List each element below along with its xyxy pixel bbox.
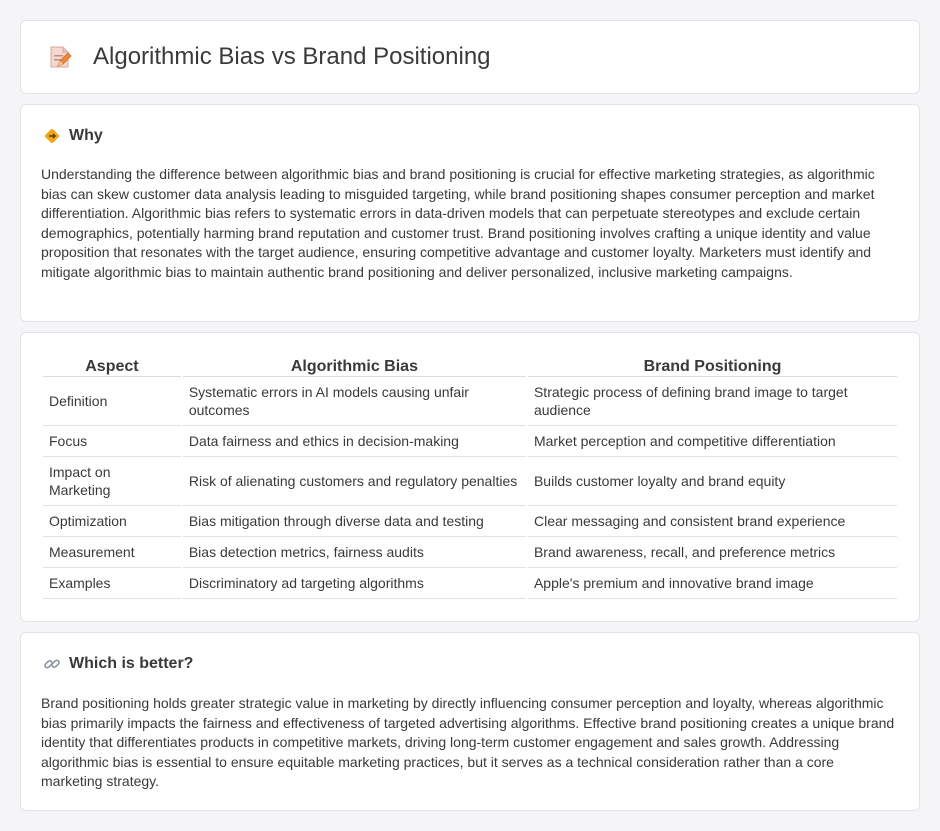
table-row bbox=[43, 377, 897, 426]
which-is-better-section bbox=[20, 632, 920, 811]
table-row bbox=[43, 537, 897, 568]
header-algorithmic-bias: Algorithmic Bias bbox=[183, 353, 526, 377]
row-aspect: Examples bbox=[43, 568, 181, 599]
table-row bbox=[43, 568, 897, 599]
row-algorithmic-bias: Systematic errors in AI models causing unfair outcomes bbox=[183, 377, 526, 426]
table-header-row bbox=[43, 353, 897, 377]
table-row bbox=[43, 457, 897, 506]
header-brand-positioning: Brand Positioning bbox=[528, 353, 897, 377]
title-card bbox=[20, 20, 920, 94]
page-title: Algorithmic Bias vs Brand Positioning bbox=[93, 43, 491, 70]
why-heading bbox=[43, 127, 103, 145]
table-row bbox=[43, 426, 897, 457]
row-aspect: Definition bbox=[43, 377, 181, 426]
table-row bbox=[43, 506, 897, 537]
row-brand-positioning: Apple's premium and innovative brand image bbox=[528, 568, 897, 599]
row-algorithmic-bias: Bias detection metrics, fairness audits bbox=[183, 537, 526, 568]
diamond-sign-icon bbox=[43, 127, 61, 145]
row-algorithmic-bias: Bias mitigation through diverse data and testing bbox=[183, 506, 526, 537]
better-title: Which is better? bbox=[69, 655, 194, 672]
row-algorithmic-bias: Discriminatory ad targeting algorithms bbox=[183, 568, 526, 599]
link-icon bbox=[43, 655, 61, 673]
row-aspect: Measurement bbox=[43, 537, 181, 568]
row-aspect: Optimization bbox=[43, 506, 181, 537]
header-aspect: Aspect bbox=[43, 353, 181, 377]
row-algorithmic-bias: Risk of alienating customers and regulatory penalties bbox=[183, 457, 526, 506]
why-text: Understanding the difference between algorithmic bias and brand positioning is crucial for effective marketing strategies, as algorithmic bias can skew customer data analysis leading to misguided targeting, while brand positioning shapes consumer perception and market differentiation. Algorithmic bias refers to systematic errors in data-driven models that can perpetuate stereotypes and exclude certain demographics, potentially harming brand reputation and customer trust. Brand positioning involves crafting a unique identity and value proposition that resonates with the target audience, ensuring competitive advantage and customer loyalty. Marketers must identify and mitigate algorithmic bias to maintain authentic brand positioning and deliver personalized, inclusive marketing campaigns. bbox=[41, 166, 875, 280]
better-text: Brand positioning holds greater strategic value in marketing by directly influencing consumer perception and loyalty, whereas algorithmic bias primarily impacts the fairness and effectiveness of targeted advertising algorithms. Effective brand positioning creates a unique brand identity that differentiates products in competitive markets, driving long-term customer engagement and sales growth. Addressing algorithmic bias is essential to ensure equitable marketing practices, but it serves as a technical consideration rather than a core marketing strategy. bbox=[41, 695, 895, 790]
title-row bbox=[21, 21, 919, 93]
row-brand-positioning: Brand awareness, recall, and preference metrics bbox=[528, 537, 897, 568]
document-pencil-icon bbox=[47, 44, 73, 70]
row-brand-positioning: Strategic process of defining brand image to target audience bbox=[528, 377, 897, 426]
row-brand-positioning: Clear messaging and consistent brand experience bbox=[528, 506, 897, 537]
better-heading bbox=[43, 655, 193, 673]
why-section bbox=[20, 104, 920, 322]
row-brand-positioning: Builds customer loyalty and brand equity bbox=[528, 457, 897, 506]
row-aspect: Focus bbox=[43, 426, 181, 457]
why-title: Why bbox=[69, 127, 103, 144]
row-brand-positioning: Market perception and competitive differentiation bbox=[528, 426, 897, 457]
comparison-section bbox=[20, 332, 920, 622]
comparison-table bbox=[41, 353, 899, 599]
row-algorithmic-bias: Data fairness and ethics in decision-making bbox=[183, 426, 526, 457]
row-aspect: Impact on Marketing bbox=[43, 457, 181, 506]
